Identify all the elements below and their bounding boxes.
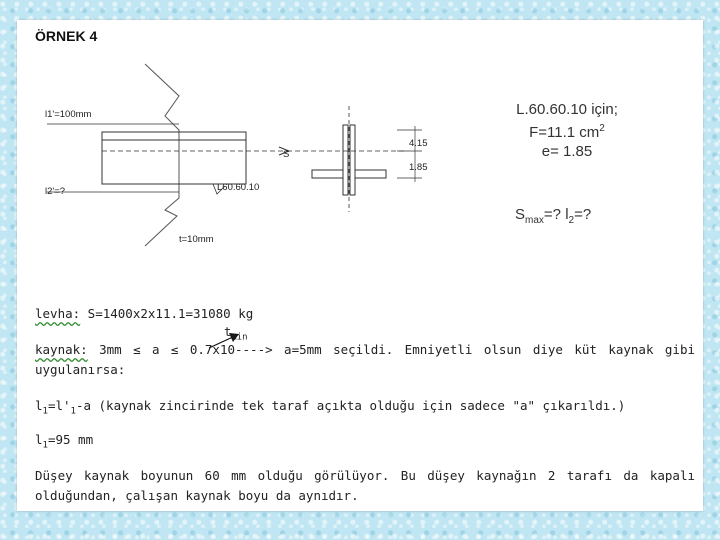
info-line-2: F=11.1 $cm^2$ [529,123,605,141]
gusset-plate-outline [145,64,179,246]
levha-text: S=1400x2x11.1=31080 kg [80,306,254,321]
info-line-3: e= 1.85 [541,143,593,160]
t-label: t=10mm [179,234,214,245]
unknowns: $S_{max}=$? $l_2=$? [515,206,592,226]
slide [17,20,703,511]
section-angle-left [312,170,343,178]
l2-label: l2'=? [45,186,66,197]
tmin-label: $t_{min}$ [224,325,248,343]
final-paragraph: Düşey kaynak boyunun 60 mm olduğu görülüyor. Bu düşey kaynağın 2 tarafı da kapalı olduğundan, çalışan kaynak boyu da aynıdır. [35,468,695,503]
page-title: ÖRNEK 4 [35,28,98,44]
section-plate-left [343,125,348,195]
l1-result: $l_1=95$ mm [35,432,94,451]
l1-label: l1'=100mm [45,109,92,120]
kaynak-text: 3mm ≤ a ≤ 0.7x10----> a=5mm seçildi. Emniyetli olsun diye küt kaynak gibi uygulanırsa: [35,342,695,377]
kaynak-paragraph [35,340,695,380]
profile-info [487,100,647,161]
levha-line [35,306,253,321]
section-plate-right [350,125,355,195]
info-line-1: L.60.60.10 için; [516,101,618,118]
l1-equation: $l_1=l'_1-a$ (kaynak zincirinde tek taraf açıkta olduğu için sadece "a" çıkarıldı.) [35,398,626,417]
dim-bottom-label: 1.85 [409,162,428,173]
s-label: S [283,149,290,160]
section-angle-right [355,170,386,178]
dim-top-label: 4.15 [409,138,428,149]
levha-label: levha: [35,306,81,321]
profile-label: L60.60.10 [217,182,260,193]
kaynak-label: kaynak: [35,342,88,357]
